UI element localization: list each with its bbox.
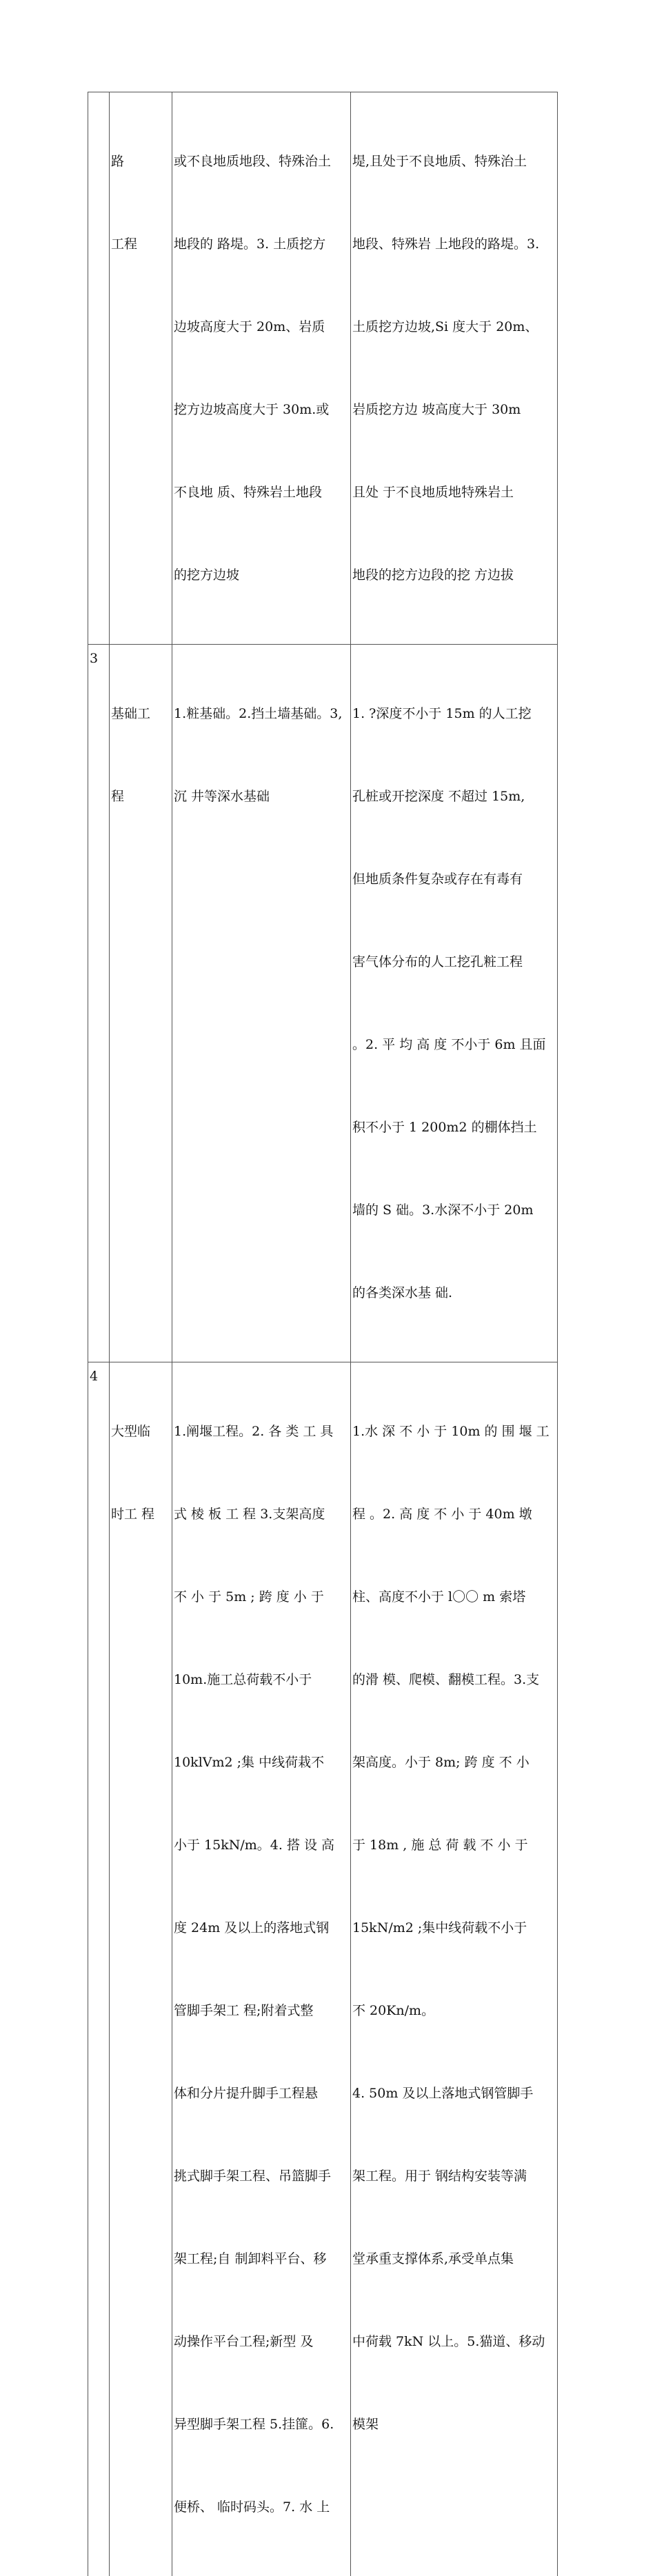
cell-line: 堤,且处于不良地质、特殊治土 — [352, 148, 556, 175]
cell-line: 10m.施工总荷载不小于 — [174, 1666, 350, 1693]
cell-line: 时工 程 — [111, 1500, 171, 1528]
criteria-b-cell — [351, 1362, 558, 2576]
cell-line: 且处 于不良地质地特殊岩土 — [352, 479, 556, 506]
cell-line: 于 18m , 施 总 荷 载 不 小 于 — [352, 1831, 556, 1859]
table-row — [88, 92, 558, 645]
cell-line: 基础工 — [111, 700, 171, 727]
cell-line: 模架 — [352, 2411, 556, 2438]
criteria-a-cell — [172, 1362, 351, 2576]
cell-line: 的各类深水基 础. — [352, 1279, 556, 1307]
cell-line: 度 24m 及以上的落地式钢 — [174, 1914, 350, 1942]
cell-line: 管脚手架工 程;附着式整 — [174, 1997, 350, 2024]
cell-line: 路 — [111, 148, 171, 175]
table-row — [88, 1362, 558, 2576]
cell-line: 不良地 质、特殊岩土地段 — [174, 479, 350, 506]
cell-line: 地段的 路堤。3. 土质挖方 — [174, 230, 350, 258]
cell-line: 沉 井等深水基础 — [174, 783, 350, 810]
cell-line: 挖方边坡高度大于 30m.或 — [174, 396, 350, 423]
row-number: 3 — [88, 645, 110, 1362]
cell-line: 动操作平台工程;新型 及 — [174, 2328, 350, 2355]
cell-line: 异型脚手架工程 5.挂篚。6. — [174, 2411, 350, 2438]
cell-line: 边坡高度大于 20m、岩质 — [174, 313, 350, 341]
cell-line: 工程 — [111, 230, 171, 258]
cell-line: 便桥、 临时码头。7. 水 上 — [174, 2493, 350, 2521]
cell-line: 堂承重支撑体系,承受单点集 — [352, 2245, 556, 2273]
cell-line: 架工程;自 制卸料平台、移 — [174, 2245, 350, 2273]
cell-line: 但地质条件复杂或存在有毒有 — [352, 865, 556, 893]
cell-line: 积不小于 1 200m2 的棚体挡土 — [352, 1114, 556, 1141]
criteria-a-cell — [172, 645, 351, 1362]
cell-line: 1.水 深 不 小 于 10m 的 围 堰 工 — [352, 1418, 556, 1445]
cell-line: 式 棱 板 工 程 3.支架高度 — [174, 1500, 350, 1528]
criteria-a-cell — [172, 92, 351, 645]
cell-line: 岩质挖方边 坡高度大于 30m — [352, 396, 556, 423]
cell-line: 土质挖方边坡,Si 度大于 20m、 — [352, 313, 556, 341]
cell-line: 的挖方边坡 — [174, 561, 350, 589]
cell-line: 不 小 于 5m ; 跨 度 小 于 — [174, 1583, 350, 1611]
cell-line: 。2. 平 均 高 度 不小于 6m 且面 — [352, 1031, 556, 1058]
cell-line: 1.阐堰工程。2. 各 类 工 具 — [174, 1418, 350, 1445]
cell-line: 地段、特殊岩 上地段的路堤。3. — [352, 230, 556, 258]
cell-line: 程 。2. 高 度 不 小 于 40m 墩 — [352, 1500, 556, 1528]
cell-line: 孔桩或开挖深度 不超过 15m, — [352, 783, 556, 810]
cell-line: 害气体分布的人工挖孔粧工程 — [352, 948, 556, 976]
cell-line: 不 20Kn/m。 — [352, 1997, 556, 2024]
cell-line: 体和分片提升脚手工程悬 — [174, 2080, 350, 2107]
cell-line: 柱、高度不小于 l〇〇 m 索塔 — [352, 1583, 556, 1611]
cell-line: 墙的 S 础。3.水深不小于 20m — [352, 1196, 556, 1224]
criteria-b-cell — [351, 92, 558, 645]
cell-line: 中荷载 7kN 以上。5.猫道、移动 — [352, 2328, 556, 2355]
cell-line: 大型临 — [111, 1418, 171, 1445]
cell-line: 架工程。用于 钢结构安装等满 — [352, 2162, 556, 2190]
cell-line: 程 — [111, 783, 171, 810]
project-type-cell — [110, 92, 172, 645]
cell-line: 4. 50m 及以上落地式钢管脚手 — [352, 2080, 556, 2107]
project-type-cell — [110, 1362, 172, 2576]
cell-line: 10klVm2 ;集 中线荷栽不 — [174, 1749, 350, 1776]
cell-line: 1. ?深度不小于 15m 的人工挖 — [352, 700, 556, 727]
cell-line: 1.粧基础。2.挡土墙基础。3, — [174, 700, 350, 727]
cell-line: 挑式脚手架工程、吊篮脚手 — [174, 2162, 350, 2190]
project-table — [88, 92, 558, 2576]
criteria-b-cell — [351, 645, 558, 1362]
cell-line: 架高度。小于 8m; 跨 度 不 小 — [352, 1749, 556, 1776]
cell-line: 地段的挖方边段的挖 方边拔 — [352, 561, 556, 589]
row-number — [88, 92, 110, 645]
cell-line: 小于 15kN/m。4. 搭 设 高 — [174, 1831, 350, 1859]
cell-line: 或不良地质地段、特殊治土 — [174, 148, 350, 175]
table-row — [88, 645, 558, 1362]
cell-line: 15kN/m2 ;集中线荷载不小于 — [352, 1914, 556, 1942]
row-number: 4 — [88, 1362, 110, 2576]
project-type-cell — [110, 645, 172, 1362]
cell-line: 的滑 模、爬模、翻模工程。3.支 — [352, 1666, 556, 1693]
